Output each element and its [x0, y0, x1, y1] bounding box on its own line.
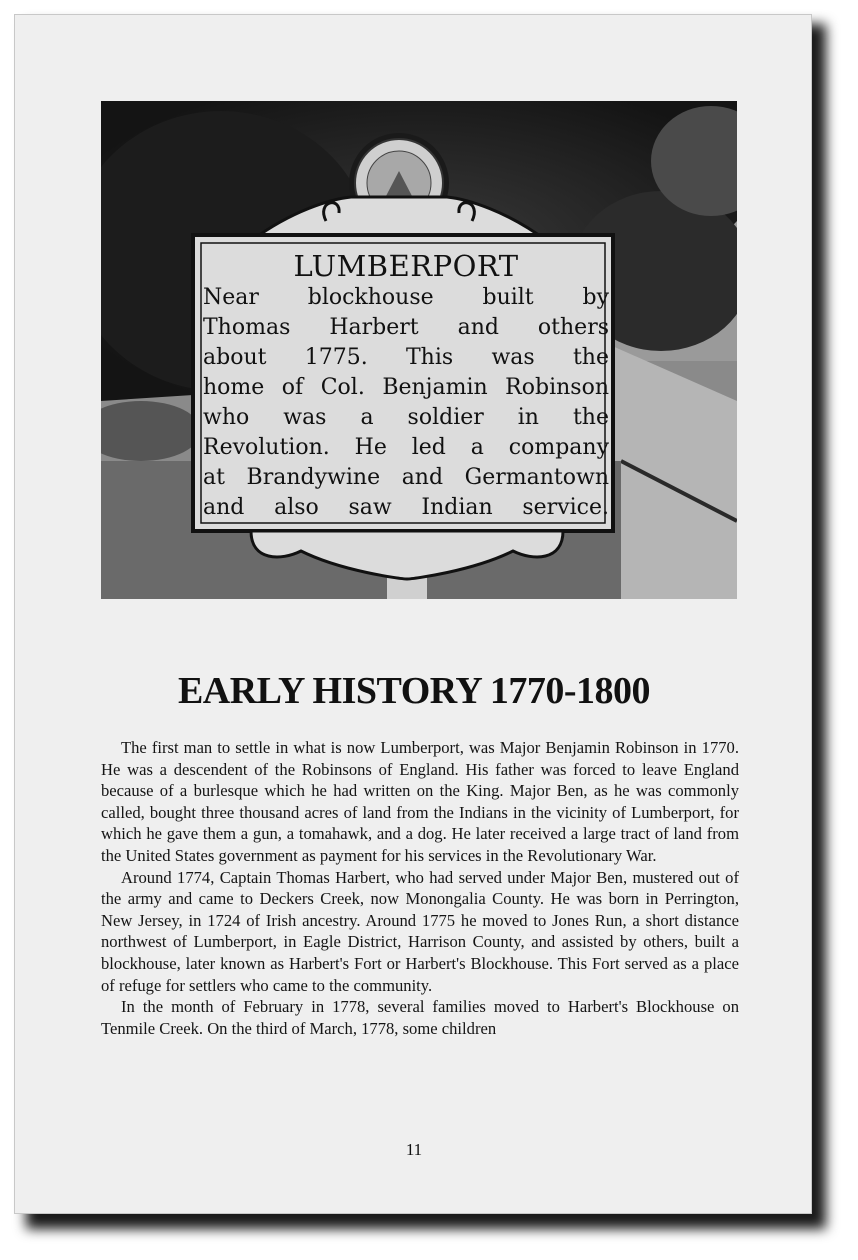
body-text: [101, 737, 739, 1039]
page-number: 11: [405, 1140, 423, 1159]
marker-line: at Brandywine and Germantown: [203, 465, 609, 490]
paragraph: Around 1774, Captain Thomas Harbert, who had served under Major Ben, mustered out of the army and came to Deckers Creek, now Monongalia County. He was born in Perrington, New Jersey, in 1724 of Irish ancestry. Around 1775 he moved to Jones Run, a short distance northwest of Lumberport, in Eagle District, Harrison County, and assisted by others, built a blockhouse, later known as Harbert's Fort or Harbert's Blockhouse. This Fort served as a place of refuge for settlers who came to the community.: [101, 867, 739, 995]
marker-line: Near blockhouse built by: [203, 285, 609, 310]
book-page: [14, 14, 812, 1214]
marker-line: Revolution. He led a company: [203, 435, 609, 460]
paragraph: The first man to settle in what is now Lumberport, was Major Benjamin Robinson in 1770. He was a descendent of the Robinsons of England. His father was forced to leave England because of a burlesque which he had written on the King. Major Ben, as he was commonly called, bought three thousand acres of land from the Indians in the vicinity of Lumberport, for which he gave them a gun, a tomahawk, and a dog. He later received a large tract of land from the United States government as payment for his services in the Revolutionary War.: [101, 738, 739, 865]
marker-line: who was a soldier in the: [203, 405, 609, 430]
marker-title: LUMBERPORT: [293, 249, 519, 283]
chapter-heading: EARLY HISTORY 1770-1800: [177, 670, 651, 712]
marker-line: and also saw Indian service.: [203, 495, 609, 520]
paragraph: In the month of February in 1778, several families moved to Harbert's Blockhouse on Tenmile Creek. On the third of March, 1778, some children: [101, 997, 739, 1038]
historical-marker-photo: [101, 101, 737, 599]
marker-line: about 1775. This was the: [203, 345, 609, 370]
marker-line: home of Col. Benjamin Robinson: [203, 375, 609, 400]
marker-line: Thomas Harbert and others: [203, 315, 609, 340]
marker-sign: [203, 249, 609, 523]
